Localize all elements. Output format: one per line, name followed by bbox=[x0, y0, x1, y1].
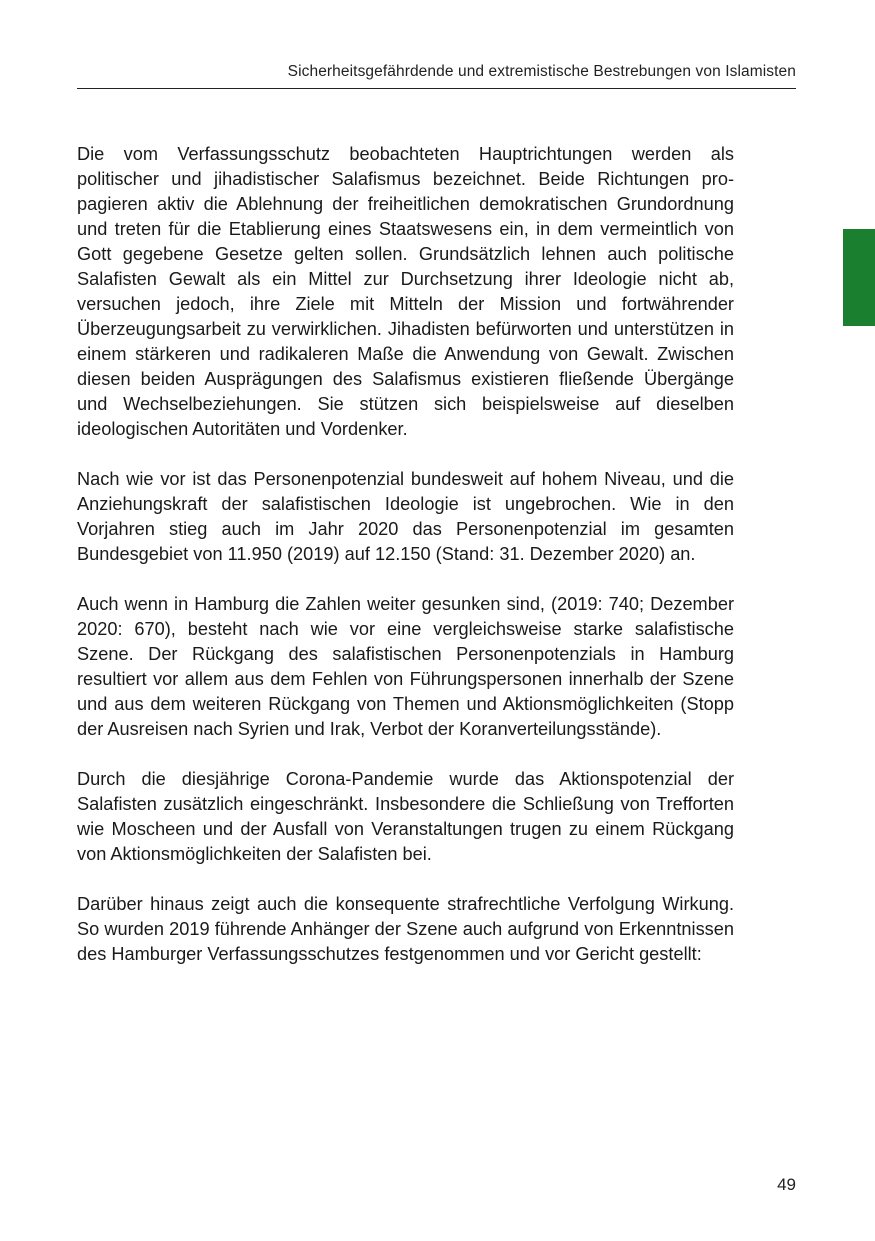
running-header-title: Sicherheitsgefährdende und extremistische Bestrebungen von Islamisten bbox=[287, 63, 796, 80]
header-divider bbox=[77, 88, 796, 89]
page-number: 49 bbox=[777, 1175, 796, 1194]
paragraph-hamburg-scene: Auch wenn in Hamburg die Zahlen weiter gesunken sind, (2019: 740; Dezember 2020: 670), besteht nach wie vor eine vergleichsweise starke salafistische Szene. Der Rückgang des salafistischen Personenpotenzials in Hamburg resultiert vor allem aus dem Fehlen von Führungspersonen innerhalb der Szene und aus dem weiteren Rückgang von Themen und Aktionsmöglichkeiten (Stopp der Ausreisen nach Syrien und Irak, Verbot der Koranverteilungsstände). bbox=[77, 594, 734, 739]
body-text bbox=[77, 142, 734, 992]
paragraph-corona-pandemic: Durch die diesjährige Corona-Pandemie wurde das Aktionspotenzial der Salafisten zusätzlich eingeschränkt. Insbesondere die Schließung von Trefforten wie Moscheen und der Ausfall von Veranstaltungen trugen zu einem Rückgang von Aktionsmöglichkeiten der Salafisten bei. bbox=[77, 769, 734, 864]
paragraph-federal-potential: Nach wie vor ist das Personenpotenzial bundesweit auf hohem Niveau, und die Anziehungskraft der salafistischen Ideologie ist ungebrochen. Wie in den Vorjahren stieg auch im Jahr 2020 das Personenpotenzial im gesamten Bundesgebiet von 11.950 (2019) auf 12.150 (Stand: 31. Dezember 2020) an. bbox=[77, 469, 734, 564]
paragraph-salafism-directions: Die vom Verfassungsschutz beobachteten Hauptrichtungen werden als politischer und jihadistischer Salafismus bezeichnet. Beide Richtungen propagieren aktiv die Ablehnung der freiheitlichen demokratischen Grundordnung und treten für die Etablierung eines Staatswesens ein, in dem vermeintlich von Gott gegebene Gesetze gelten sollen. Grundsätzlich lehnen auch politische Salafisten Gewalt als ein Mittel zur Durchsetzung ihrer Ideologie nicht ab, versuchen jedoch, ihre Ziele mit Mitteln der Mission und fortwährender Überzeugungsarbeit zu verwirklichen. Jihadisten befürworten und unterstützen in einem stärkeren und radikaleren Maße die Anwendung von Gewalt. Zwischen diesen beiden Ausprägungen des Salafismus existieren fließende Übergänge und Wechselbeziehungen. Sie stützen sich beispielsweise auf dieselben ideologischen Autoritäten und Vordenker. bbox=[77, 144, 734, 439]
paragraph-prosecution: Darüber hinaus zeigt auch die konsequente strafrechtliche Verfolgung Wirkung. So wurden 2019 führende Anhänger der Szene auch aufgrund von Erkenntnissen des Hamburger Verfassungsschutzes festgenommen und vor Gericht gestellt: bbox=[77, 894, 734, 964]
chapter-tab-marker bbox=[843, 229, 875, 326]
